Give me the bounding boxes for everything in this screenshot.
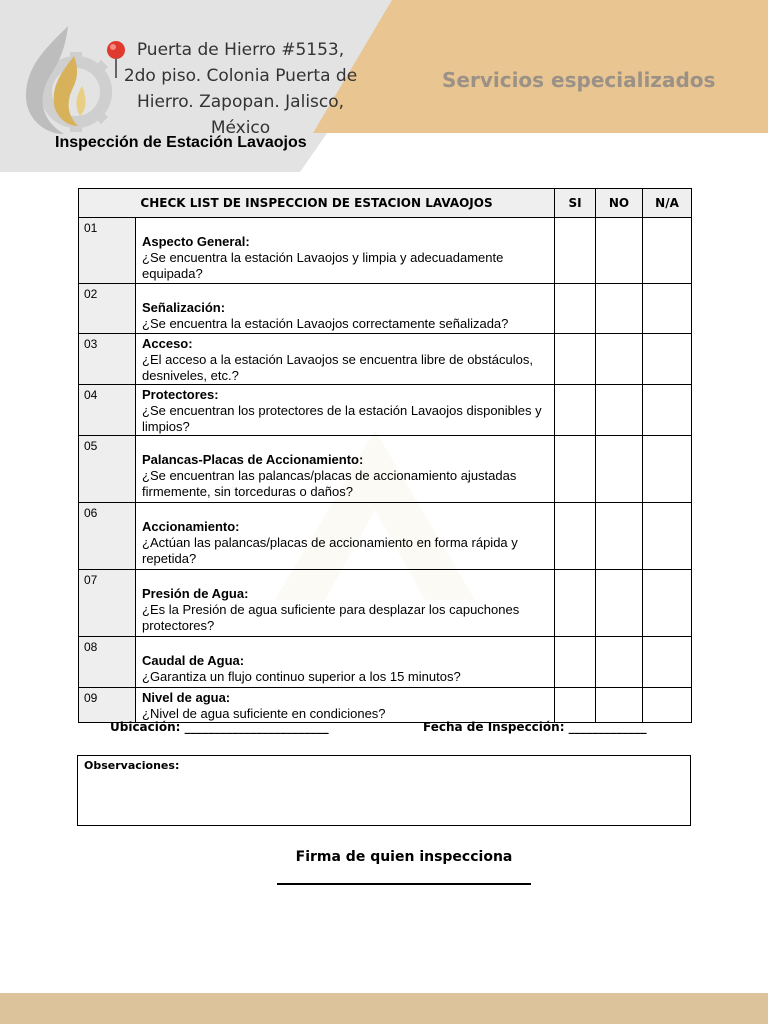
row-number: 06: [79, 503, 136, 570]
answer-si-cell[interactable]: [555, 385, 596, 436]
question-text: ¿Se encuentra la estación Lavaojos correctamente señalizada?: [142, 316, 509, 331]
question-text: ¿Es la Presión de agua suficiente para desplazar los capuchones protectores?: [142, 602, 520, 633]
answer-si-cell[interactable]: [555, 503, 596, 570]
answer-na-cell[interactable]: [643, 637, 692, 688]
row-number: 05: [79, 436, 136, 503]
address-line: Hierro. Zapopan. Jalisco,: [136, 92, 345, 112]
row-question: [136, 503, 555, 570]
address-line: Puerta de Hierro #5153,: [136, 40, 345, 60]
table-row: [79, 218, 692, 284]
question-title: Accionamiento:: [142, 519, 240, 534]
answer-na-cell[interactable]: [643, 284, 692, 334]
answer-si-cell[interactable]: [555, 436, 596, 503]
row-question: [136, 436, 555, 503]
question-text: ¿Actúan las palancas/placas de accionamiento en forma rápida y repetida?: [142, 535, 518, 566]
question-text: ¿Nivel de agua suficiente en condiciones?: [142, 706, 386, 721]
row-question: [136, 334, 555, 385]
table-header-row: [79, 189, 692, 218]
answer-no-cell[interactable]: [596, 688, 643, 723]
header-band-text: Servicios especializados: [442, 68, 716, 92]
flame-gear-logo-icon: [16, 26, 112, 138]
table-row: [79, 284, 692, 334]
observaciones-box[interactable]: [77, 755, 691, 826]
row-question: [136, 637, 555, 688]
question-text: ¿El acceso a la estación Lavaojos se encuentra libre de obstáculos, desniveles, etc.?: [142, 352, 533, 383]
answer-na-cell[interactable]: [643, 503, 692, 570]
observaciones-label: Observaciones:: [84, 759, 180, 772]
company-address: [118, 37, 363, 141]
row-question: [136, 218, 555, 284]
answer-no-cell[interactable]: [596, 218, 643, 284]
row-number: 08: [79, 637, 136, 688]
checklist-table: [78, 188, 692, 723]
row-number: 01: [79, 218, 136, 284]
answer-na-cell[interactable]: [643, 218, 692, 284]
row-number: 04: [79, 385, 136, 436]
answer-no-cell[interactable]: [596, 570, 643, 637]
address-line: México: [210, 118, 271, 138]
table-header-na: N/A: [643, 189, 692, 218]
question-text: ¿Se encuentran los protectores de la estación Lavaojos disponibles y limpios?: [142, 403, 542, 434]
answer-si-cell[interactable]: [555, 334, 596, 385]
answer-si-cell[interactable]: [555, 284, 596, 334]
row-number: 09: [79, 688, 136, 723]
answer-no-cell[interactable]: [596, 334, 643, 385]
question-text: ¿Se encuentran las palancas/placas de accionamiento ajustadas firmemente, sin torceduras o daños?: [142, 468, 517, 499]
answer-na-cell[interactable]: [643, 385, 692, 436]
table-header-si: SI: [555, 189, 596, 218]
answer-si-cell[interactable]: [555, 570, 596, 637]
question-title: Señalización:: [142, 300, 226, 315]
table-header-no: NO: [596, 189, 643, 218]
table-header-main: CHECK LIST DE INSPECCION DE ESTACION LAVAOJOS: [79, 189, 555, 218]
table-row: [79, 570, 692, 637]
question-title: Aspecto General:: [142, 234, 250, 249]
answer-no-cell[interactable]: [596, 385, 643, 436]
table-row: [79, 503, 692, 570]
answer-si-cell[interactable]: [555, 688, 596, 723]
answer-no-cell[interactable]: [596, 503, 643, 570]
row-question: [136, 688, 555, 723]
answer-na-cell[interactable]: [643, 688, 692, 723]
signature-line[interactable]: [277, 883, 531, 885]
address-line: 2do piso. Colonia Puerta de: [123, 66, 358, 86]
row-question: [136, 284, 555, 334]
table-row: [79, 688, 692, 723]
answer-no-cell[interactable]: [596, 436, 643, 503]
row-number: 07: [79, 570, 136, 637]
answer-na-cell[interactable]: [643, 436, 692, 503]
ubicacion-field[interactable]: Ubicación: ________________________: [110, 720, 329, 734]
table-row: [79, 436, 692, 503]
answer-no-cell[interactable]: [596, 637, 643, 688]
table-row: [79, 637, 692, 688]
question-title: Acceso:: [142, 336, 193, 351]
table-row: [79, 385, 692, 436]
question-title: Protectores:: [142, 387, 219, 402]
answer-si-cell[interactable]: [555, 218, 596, 284]
answer-si-cell[interactable]: [555, 637, 596, 688]
row-question: [136, 385, 555, 436]
firma-label: Firma de quien inspecciona: [295, 849, 513, 865]
question-text: ¿Se encuentra la estación Lavaojos y limpia y adecuadamente equipada?: [142, 250, 504, 281]
table-row: [79, 334, 692, 385]
question-title: Nivel de agua:: [142, 690, 231, 705]
answer-na-cell[interactable]: [643, 570, 692, 637]
footer-band: [0, 993, 768, 1024]
fecha-inspeccion-field[interactable]: Fecha de Inspección: _____________: [423, 720, 647, 734]
answer-no-cell[interactable]: [596, 284, 643, 334]
question-title: Palancas-Placas de Accionamiento:: [142, 452, 364, 467]
document-title: Inspección de Estación Lavaojos: [55, 134, 307, 151]
question-text: ¿Garantiza un flujo continuo superior a los 15 minutos?: [142, 669, 461, 684]
row-question: [136, 570, 555, 637]
row-number: 03: [79, 334, 136, 385]
row-number: 02: [79, 284, 136, 334]
answer-na-cell[interactable]: [643, 334, 692, 385]
question-title: Presión de Agua:: [142, 586, 249, 601]
question-title: Caudal de Agua:: [142, 653, 245, 668]
